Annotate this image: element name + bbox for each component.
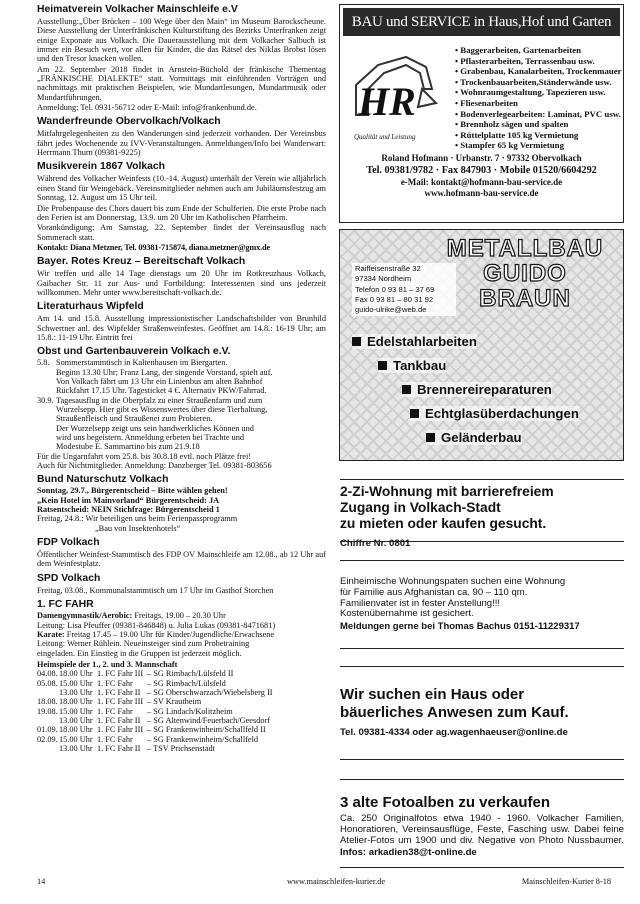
fixture-d	[37, 688, 59, 697]
metallbau-service: Tankbau	[378, 358, 446, 373]
paten-line: Familienvater ist in fester Anstellung!!!	[340, 597, 500, 609]
service-item: • Wohnraumgestaltung, Tapezieren usw.	[455, 87, 622, 98]
fixture-d: 19.08.	[37, 706, 58, 716]
metallbau-title-2: GUIDO	[483, 260, 567, 287]
square-bullet-icon	[378, 361, 387, 370]
fixture-opp: – SG Frankenwinheim/Schallfeld	[147, 734, 259, 744]
fixture-t: 15.00 Uhr	[59, 706, 93, 716]
fdp-text: Öffentlicher Weinfest-Stammtisch des FDP OV Mainschleife am 12.08., ab 12 Uhr auf dem Weinfestplatz.	[37, 550, 326, 569]
musikverein-text: Während des Volkacher Weinfests (10.-14. August) unterhält der Verein wie alljährlich einen Stand für Weingebäck. Vereinsmitglieder nehmen auch am Jubiläumsfestzug am Sonntag, 12. August um 15 Uhr teil.	[37, 174, 326, 203]
service-item: • Bodenverlegearbeiten: Laminat, PVC usw.	[455, 109, 622, 120]
ad-divider	[340, 541, 624, 542]
musikverein-text-2: Die Probenpause des Chors dauert bis zum Ende der Schulferien. Die erste Probe nach den Ferien ist am Donnerstag, 13.9. um 20 Uhr im Katholischen Pfarrheim.	[37, 203, 326, 222]
ad-haus	[340, 686, 624, 738]
bund-line: Ratsentscheid: NEIN Stichfrage: Bürgerentscheid 1	[37, 505, 220, 515]
wohnung-heading-line: zu mieten oder kaufen gesucht.	[340, 516, 547, 531]
fixture-t: 18.00 Uhr	[59, 725, 93, 735]
fc-subheading: Heimspiele der 1., 2. und 3. Mannschaft	[37, 659, 178, 669]
event-line: Von Volkach fährt um 13 Uhr ein Linienbus am alten Bahnhof	[56, 376, 263, 386]
left-column	[37, 4, 326, 753]
fixture-opp: – SG Altenwind/Feuerbach/Geesdorf	[147, 715, 271, 725]
fixture-opp: – SG Rimbach/Lülsfeld II	[147, 669, 234, 679]
event-line: wird uns begeistern. Anmeldung erbeten bei Trachte und	[56, 433, 245, 443]
section-title-musikverein: Musikverein 1867 Volkach	[37, 161, 166, 173]
hofmann-website[interactable]: www.hofmann-bau-service.de	[424, 188, 539, 199]
square-bullet-icon	[402, 385, 411, 394]
fixture-row	[37, 688, 326, 697]
event-date: 5.8.	[37, 358, 50, 368]
fixture-t: 13.00 Uhr	[59, 687, 93, 697]
metallbau-service: Brennereireparaturen	[402, 382, 552, 397]
service-item: • Rüttelplatte 105 kg Vermietung	[455, 130, 622, 141]
fixture-team: 1. FC Fahr II	[97, 715, 141, 725]
square-bullet-icon	[352, 337, 361, 346]
page-number: 14	[37, 877, 46, 886]
footer-url: www.mainschleifen-kurier.de	[287, 877, 386, 886]
paten-line: Kostenübernahme ist gesichert.	[340, 608, 474, 620]
metallbau-title	[430, 236, 620, 311]
wohnung-heading-line: Zugang in Volkach-Stadt	[340, 500, 501, 515]
fixture-d: 04.08.	[37, 669, 58, 679]
ad-divider	[340, 560, 624, 561]
fixture-team: 1. FC Fahr	[97, 734, 133, 744]
fixture-d: 18.08.	[37, 697, 58, 707]
fixture-d: 01.09.	[37, 725, 58, 735]
heimatverein-text-3: Anmeldung: Tel. 0931-56712 oder E-Mail: info@frankenbund.de.	[37, 103, 257, 113]
paten-contact: Meldungen gerne bei Thomas Bachus 0151-11229317	[340, 621, 580, 633]
address-line: Fax 0 93 81 – 80 31 92	[355, 294, 434, 304]
paten-line: Einheimische Wohnungspaten suchen eine Wohnung	[340, 576, 566, 587]
square-bullet-icon	[426, 433, 435, 442]
fc-line: Leitung: Werner Rühlein. Neueinsteiger sind zum Probetraining	[37, 639, 250, 649]
fixture-team: 1. FC Fahr III	[97, 669, 144, 679]
metallbau-service: Echtglasüberdachungen	[410, 406, 579, 421]
fixture-d: 05.08.	[37, 678, 58, 688]
event-entry	[37, 396, 326, 452]
rotes-kreuz-text: Wir treffen und alle 14 Tage dienstags um 20 Uhr im Rotkreuzhaus Volkach, Gaibacher Str. 11 zur Aus- und Fortbildung: Interessenten sind uns jederzeit willkommen. Mehr unter www.bereitschaft-volkach.de.	[37, 269, 326, 297]
fixture-d	[37, 716, 59, 725]
fc-line	[37, 630, 326, 639]
wohnung-heading	[340, 484, 624, 532]
ad-wohnung	[340, 484, 624, 549]
fixture-row	[37, 707, 326, 716]
event-line: Beginn 13.30 Uhr; Franz Lang, der singende Vorstand, spielt auf.	[56, 367, 273, 377]
section-title-heimatverein: Heimatverein Volkacher Mainschleife e.V	[37, 4, 238, 15]
section-title-fdp: FDP Volkach	[37, 537, 100, 549]
hr-logo	[348, 45, 440, 145]
fc-value: Freitag 17.45 – 19.00 Uhr für Kinder/Jugendliche/Erwachsene	[64, 629, 275, 639]
paten-line: für Familie aus Afghanistan ca. 90 – 110 qm.	[340, 586, 528, 598]
fixture-t: 15.00 Uhr	[59, 734, 93, 744]
fixture-row	[37, 744, 326, 753]
metallbau-address	[352, 263, 456, 316]
event-line: Tagesausflug in die Oberpfalz zu einer Straußenfarm und zum	[56, 395, 263, 405]
musikverein-contact: Kontakt: Diana Metzner, Tel. 09381-715874, diana.metzner@gmx.de	[37, 242, 271, 252]
address-line: 97334 Nordheim	[355, 274, 412, 284]
logo-letters: HR	[358, 79, 416, 124]
fc-label: Karate:	[37, 629, 65, 639]
fixture-opp: – SG Lindach/Kolitzheim	[147, 706, 233, 716]
section-title-spd: SPD Volkach	[37, 572, 101, 584]
excavator-icon	[348, 45, 440, 145]
bund-line: Sonntag, 29.7., Bürgerentscheid – Bitte wählen gehen!	[37, 486, 228, 496]
fixture-row	[37, 735, 326, 744]
address-line: Raiffeisenstraße 32	[355, 264, 421, 273]
fixture-t: 18.00 Uhr	[59, 697, 93, 707]
logo-tagline: Qualität und Leistung	[354, 133, 416, 141]
service-item: • Stampfer 65 kg Vermietung	[455, 140, 622, 151]
section-title-fc-fahr: 1. FC FAHR	[37, 599, 94, 611]
ad-fotoalben	[340, 794, 624, 858]
foto-description: Ca. 250 Originalfotos etwa 1940 - 1960. Volkacher Familien, Honoratioren, Vereinsausflüge, Feste, Fasching usw. Dabei feine Atelier-Fotos um 1900 und div. Negative von Photo Nussbaumer.	[340, 813, 624, 847]
event-line: Der Wurzelsepp zeigt uns sein handwerkliches Können und	[56, 423, 254, 433]
fixture-t: 18.00 Uhr	[59, 669, 93, 679]
fixture-row	[37, 725, 326, 734]
ad-hofmann-banner: BAU und SERVICE in Haus,Hof und Garten	[343, 8, 620, 36]
section-title-wanderfreunde: Wanderfreunde Obervolkach/Volkach	[37, 116, 221, 128]
foto-text	[340, 813, 624, 858]
literaturhaus-text: Am 14. und 15.8. Ausstellung impressionistischer Landschaftsbilder von Brunhild Schwertner anl. des Wipfelder Straßenweinfestes. Geöffnet am 14.8.: 16-19 Uhr; am 15.8.: 11-19 Uhr. Eintritt frei	[37, 314, 326, 342]
event-line: Wurzelsepp. Hier gibt es Wissenswertes über diese Tierhaltung,	[56, 405, 268, 414]
haus-heading-line: Wir suchen ein Haus oder	[340, 686, 525, 703]
fixture-team: 1. FC Fahr II	[97, 687, 141, 697]
fixtures-list	[37, 669, 326, 753]
ad-divider	[340, 666, 624, 667]
event-entry	[37, 358, 326, 395]
fixture-team: 1. FC Fahr III	[97, 697, 144, 707]
section-title-bund-naturschutz: Bund Naturschutz Volkach	[37, 474, 169, 486]
service-item: • Grabenbau, Kanalarbeiten, Trockenmauer	[455, 66, 622, 77]
event-date: 30.9.	[37, 395, 54, 405]
ad-divider	[340, 648, 624, 649]
fixture-t: 13.00 Uhr	[59, 715, 93, 725]
ad-divider	[340, 479, 624, 480]
hofmann-address: Roland Hofmann · Urbanstr. 7 · 97332 Obervolkach	[381, 153, 582, 163]
event-line: Sommerstammtisch in Kaltenhausen im Biergarten.	[56, 358, 228, 368]
heimatverein-text-2: Am 22. September 2018 findet in Arnstein-Büchold der fränkische Thementag „FRÄNKISCHE DIALEKTE“ statt. Vormittags mit einführenden Vorträgen und nachmittags mit praktischen Beispielen, wie Mundartlesungen, Mundartmusik oder Mundartführungen.	[37, 64, 326, 102]
ad-divider	[340, 759, 624, 760]
ad-metallbau	[339, 229, 624, 461]
service-item: • Baggerarbeiten, Gartenarbeiten	[455, 45, 622, 56]
ad-divider	[340, 867, 624, 868]
spd-text: Freitag, 03.08., Kommunalstammtisch um 17 Uhr im Gasthof Storchen	[37, 585, 274, 595]
metallbau-service: Geländerbau	[426, 430, 522, 445]
fixture-d	[37, 744, 59, 753]
haus-heading	[340, 686, 624, 721]
service-item: • Brennholz sägen und spalten	[455, 119, 622, 130]
gartenbau-note-2: Auch für Nichtmitglieder. Anmeldung: Danzberger Tel. 09381-803656	[37, 461, 272, 471]
haus-contact: Tel. 09381-4334 oder ag.wagenhaeuser@online.de	[340, 727, 568, 738]
wohnung-heading-line: 2-Zi-Wohnung mit barrierefreiem	[340, 484, 554, 499]
hofmann-phone: Tel. 09381/9782 · Fax 847903 · Mobile 01520/6604292	[366, 164, 597, 176]
event-line: Straußenfleisch und Straußenei zum Probieren.	[56, 414, 213, 424]
metallbau-service: Edelstahlarbeiten	[352, 334, 477, 349]
fc-line	[37, 611, 326, 620]
section-title-rotes-kreuz: Bayer. Rotes Kreuz – Bereitschaft Volkach	[37, 256, 246, 268]
metallbau-title-3: BRAUN	[479, 285, 571, 312]
fixture-team: 1. FC Fahr	[97, 678, 133, 688]
hofmann-email[interactable]: e-Mail: kontakt@hofmann-bau-service.de	[400, 176, 563, 187]
foto-contact: Infos: arkadien38@t-online.de	[340, 846, 477, 858]
ad-divider	[340, 779, 624, 780]
hofmann-contact	[340, 153, 623, 200]
foto-heading: 3 alte Fotoalben zu verkaufen	[340, 794, 551, 811]
fixture-row	[37, 716, 326, 725]
section-title-gartenbauverein: Obst und Gartenbauverein Volkach e.V.	[37, 346, 231, 358]
metallbau-title-1: METALLBAU	[446, 235, 604, 262]
fixture-d: 02.09.	[37, 734, 58, 744]
fixture-t: 15.00 Uhr	[59, 678, 93, 688]
address-line: Telefon 0 93 81 – 37 69	[355, 284, 435, 294]
fixture-opp: – SG Rimbach/Lülsfeld	[147, 678, 226, 688]
address-line[interactable]: guido-ulrike@web.de	[355, 305, 427, 315]
fc-line: eingeladen. Ein Einstieg in die Gruppen ist jederzeit möglich.	[37, 648, 242, 658]
fixture-row	[37, 679, 326, 688]
fixture-team: 1. FC Fahr II	[97, 743, 141, 753]
wanderfreunde-text: Mitfahrgelegenheiten zu den Wanderungen sind jederzeit vorhanden. Der Vereinsbus fährt jedes Wochenende zu IVV-Veranstaltungen. Anmeldungen/Info bei Wanderwart: Herrmann Thurn (09381-9225)	[37, 129, 326, 158]
service-item: • Pflasterarbeiten, Terrassenbau usw.	[455, 56, 622, 67]
service-item: • Trockenbauarbeiten,Ständerwände usw.	[455, 77, 622, 88]
gartenbau-note: Für die Ungarnfahrt vom 25.8. bis 30.8.18 evtl. noch Plätze frei!	[37, 451, 252, 461]
hofmann-services	[455, 45, 622, 151]
event-line: Modestube E. Sammartino bis zum 21.9.18	[56, 442, 200, 452]
bund-line: „Bau von Insektenhotels“	[95, 523, 181, 533]
musikverein-text-3: Vorankündigung: Am Samstag, 22. September findet der Vereinsausflug nach Sommerach statt.	[37, 223, 326, 242]
fixture-opp: – TSV Prichsenstadt	[147, 743, 215, 753]
issue-label: Mainschleifen-Kurier 8-18	[521, 877, 611, 886]
heimatverein-text: Ausstellung:„Über Brücken – 100 Wege über den Main“ im Museum Barockscheune. Diese Ausstellung der Unterfränkischen Kulturstiftung des Bezirks Unterfranken zeigt einige Exponate aus Volkach. Die Dauerausstellung mit dem Volkacher Salbuch ist immer ein Besuch wert, vor allen für Kinder, die das Rätsel des Niklas Brobst lösen und den Tresor knacken wollen.	[37, 17, 326, 64]
haus-heading-line: bäuerliches Anwesen zum Kauf.	[340, 703, 569, 721]
fixture-opp: – SG Frankenwinheim/Schallfeld II	[147, 725, 266, 735]
fixture-opp: – SG Oberschwarzach/Wiebelsberg II	[147, 687, 273, 697]
fc-value: Freitags, 19.00 – 20.30 Uhr	[132, 611, 226, 621]
fixture-team: 1. FC Fahr III	[97, 725, 144, 735]
ad-wohnungspaten	[340, 577, 624, 633]
ad-hofmann	[339, 4, 624, 223]
fc-label: Damengymnastik/Aerobic:	[37, 611, 133, 621]
bund-line: Freitag, 24.8.: Wir beteiligen uns beim Ferienpassprogramm	[37, 514, 238, 524]
fc-line: Leitung: Lisa Pfeuffer (09381-846848) u. Julia Lukas (09381-8471681)	[37, 620, 276, 630]
service-item: • Fliesenarbeiten	[455, 98, 622, 109]
fixture-row	[37, 669, 326, 678]
wohnung-chiffre: Chiffre Nr. 0801	[340, 538, 411, 549]
fixture-team: 1. FC Fahr	[97, 706, 133, 716]
fixture-opp: – SV Krautheim	[147, 697, 202, 707]
bund-line: „Kein Hotel im Mainvorland“ Bürgerentscheid: JA	[37, 495, 220, 505]
fixture-t: 13.00 Uhr	[59, 743, 93, 753]
square-bullet-icon	[410, 409, 419, 418]
event-line: Rückfahrt 17.15 Uhr. Tagesticket 4 €. Alternativ PKW/Fahrrad.	[56, 386, 267, 396]
section-title-literaturhaus: Literaturhaus Wipfeld	[37, 301, 144, 313]
fixture-row	[37, 697, 326, 706]
